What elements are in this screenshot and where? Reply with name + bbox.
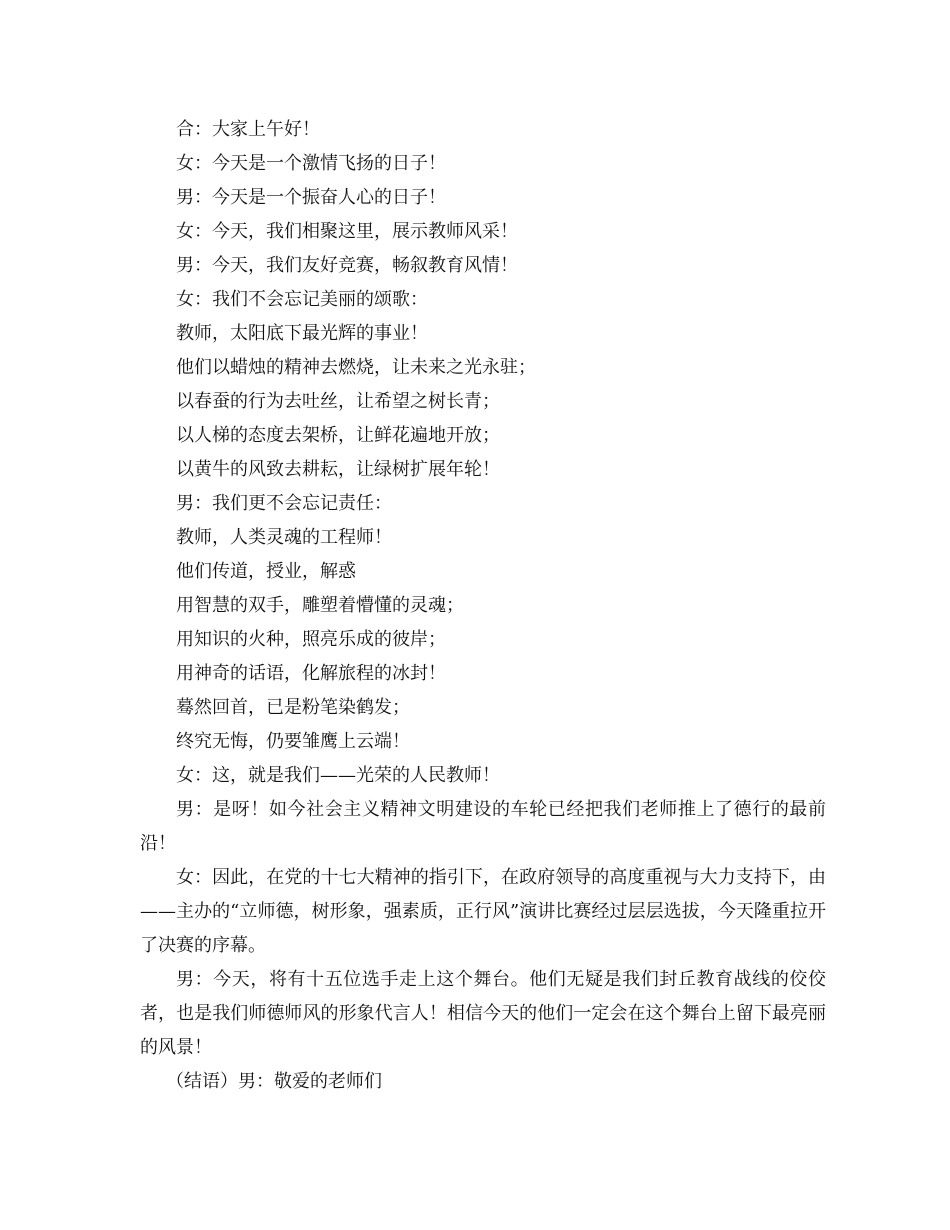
paragraph: 女：因此，在党的十七大精神的指引下，在政府领导的高度重视与大力支持下，由——主办的“立师德，树形象，强素质，正行风”演讲比赛经过层层选拔，今天隆重拉开了决赛的序幕。 <box>140 867 826 956</box>
text-line: 终究无悔，仍要雏鹰上云端！ <box>176 731 410 752</box>
text-line: 他们以蜡烛的精神去燃烧，让未来之光永驻； <box>176 357 536 378</box>
paragraph: 男：是呀！如今社会主义精神文明建设的车轮已经把我们老师推上了德行的最前沿！ <box>140 799 826 854</box>
text-line: 教师，太阳底下最光辉的事业！ <box>176 323 428 344</box>
text-line: 以春蚕的行为去吐丝，让希望之树长青； <box>176 391 500 412</box>
text-line: 以黄牛的风致去耕耘，让绿树扩展年轮！ <box>176 459 500 480</box>
text-line: 用智慧的双手，雕塑着懵懂的灵魂； <box>176 595 464 616</box>
text-line: 女：这，就是我们——光荣的人民教师！ <box>176 765 500 786</box>
text-line: 女：我们不会忘记美丽的颂歌： <box>176 289 428 310</box>
document-body <box>140 113 826 1099</box>
text-line: 用神奇的话语，化解旅程的冰封！ <box>176 663 446 684</box>
text-line: 以人梯的态度去架桥，让鲜花遍地开放； <box>176 425 500 446</box>
text-line: 男：我们更不会忘记责任： <box>176 493 392 514</box>
text-line: 男：今天是一个振奋人心的日子！ <box>176 187 446 208</box>
text-line: 用知识的火种，照亮乐成的彼岸； <box>176 629 446 650</box>
paragraph: 男：今天，将有十五位选手走上这个舞台。他们无疑是我们封丘教育战线的佼佼者，也是我们师德师风的形象代言人！相信今天的他们一定会在这个舞台上留下最亮丽的风景！ <box>140 969 826 1058</box>
text-line: 男：今天，我们友好竞赛，畅叙教育风情！ <box>176 255 518 276</box>
text-line: 女：今天，我们相聚这里，展示教师风采！ <box>176 221 518 242</box>
text-line: 教师，人类灵魂的工程师！ <box>176 527 392 548</box>
text-line: 合：大家上午好！ <box>176 119 320 140</box>
text-line: 他们传道，授业，解惑 <box>176 561 356 582</box>
closing-line: （结语）男：敬爱的老师们 <box>166 1071 382 1092</box>
text-line: 蓦然回首，已是粉笔染鹤发； <box>176 697 410 718</box>
text-line: 女：今天是一个激情飞扬的日子！ <box>176 153 446 174</box>
